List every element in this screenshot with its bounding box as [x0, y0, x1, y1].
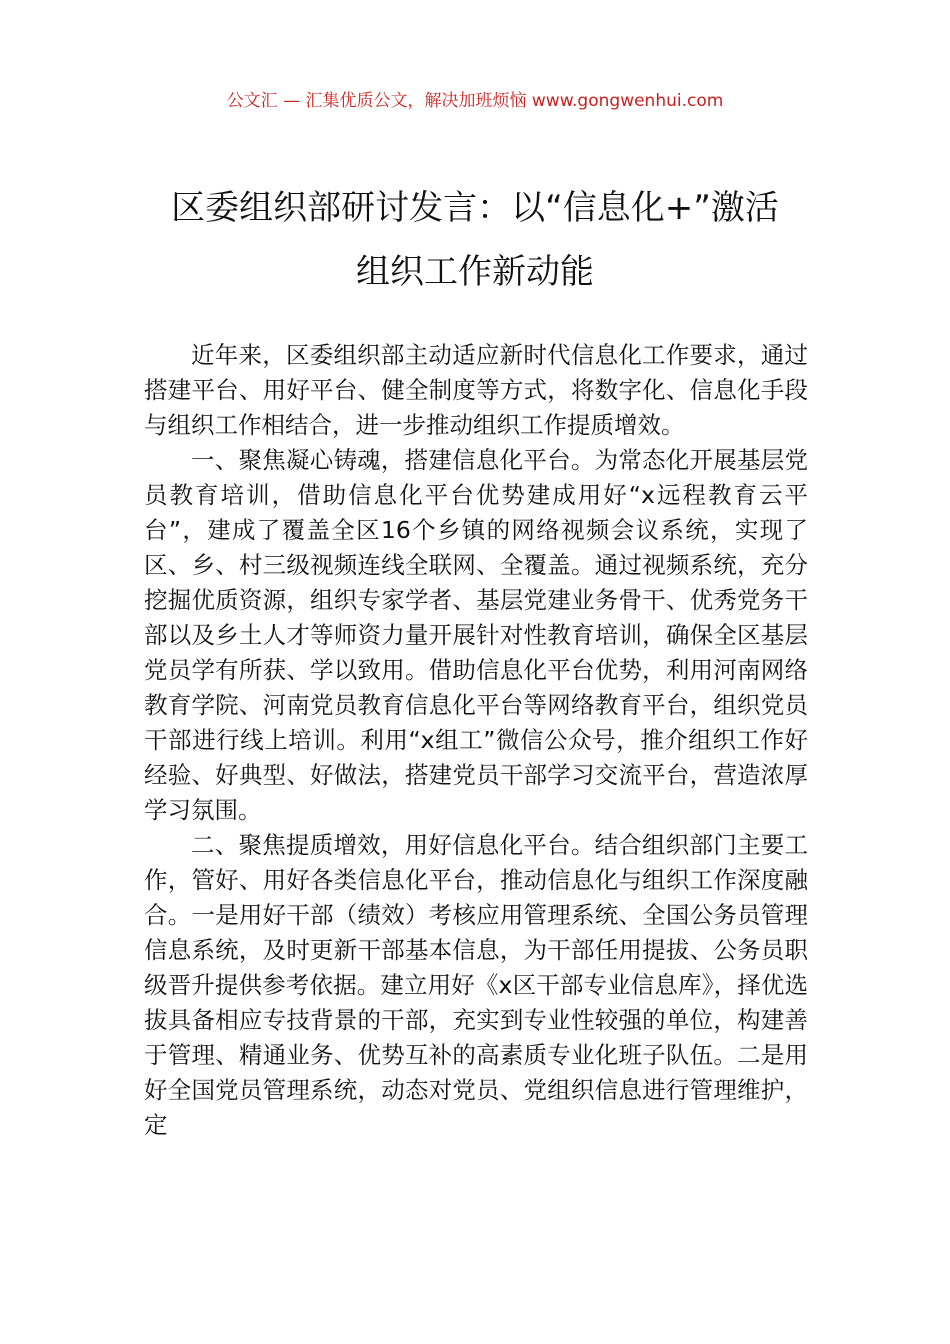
document-title-line-2: 组织工作新动能 [356, 252, 594, 292]
paragraph-intro: 近年来，区委组织部主动适应新时代信息化工作要求，通过搭建平台、用好平台、健全制度等方式，将数字化、信息化手段与组织工作相结合，进一步推动组织工作提质增效。 [144, 341, 808, 439]
document-title-line-1: 区委组织部研讨发言：以“信息化+”激活 [171, 188, 779, 228]
site-watermark-header: 公文汇 — 汇集优质公文，解决加班烦恼 www.gongwenhui.com [226, 91, 724, 111]
paragraph-section-1: 一、聚焦凝心铸魂，搭建信息化平台。为常态化开展基层党员教育培训，借助信息化平台优势建成用好“x远程教育云平台”，建成了覆盖全区16个乡镇的网络视频会议系统，实现了区、乡、村三级视频连线全联网、全覆盖。通过视频系统，充分挖掘优质资源，组织专家学者、基层党建业务骨干、优秀党务干部以及乡土人才等师资力量开展针对性教育培训，确保全区基层党员学有所获、学以致用。借助信息化平台优势，利用河南网络教育学院、河南党员教育信息化平台等网络教育平台，组织党员干部进行线上培训。利用“x组工”微信公众号，推介组织工作好经验、好典型、好做法，搭建党员干部学习交流平台，营造浓厚学习氛围。 [144, 446, 808, 824]
document-body [144, 338, 808, 1143]
document-title [100, 176, 850, 304]
paragraph-section-2: 二、聚焦提质增效，用好信息化平台。结合组织部门主要工作，管好、用好各类信息化平台，推动信息化与组织工作深度融合。一是用好干部（绩效）考核应用管理系统、全国公务员管理信息系统，及时更新干部基本信息，为干部任用提拔、公务员职级晋升提供参考依据。建立用好《x区干部专业信息库》，择优选拔具备相应专技背景的干部，充实到专业性较强的单位，构建善于管理、精通业务、优势互补的高素质专业化班子队伍。二是用好全国党员管理系统，动态对党员、党组织信息进行管理维护，定 [144, 831, 808, 1139]
